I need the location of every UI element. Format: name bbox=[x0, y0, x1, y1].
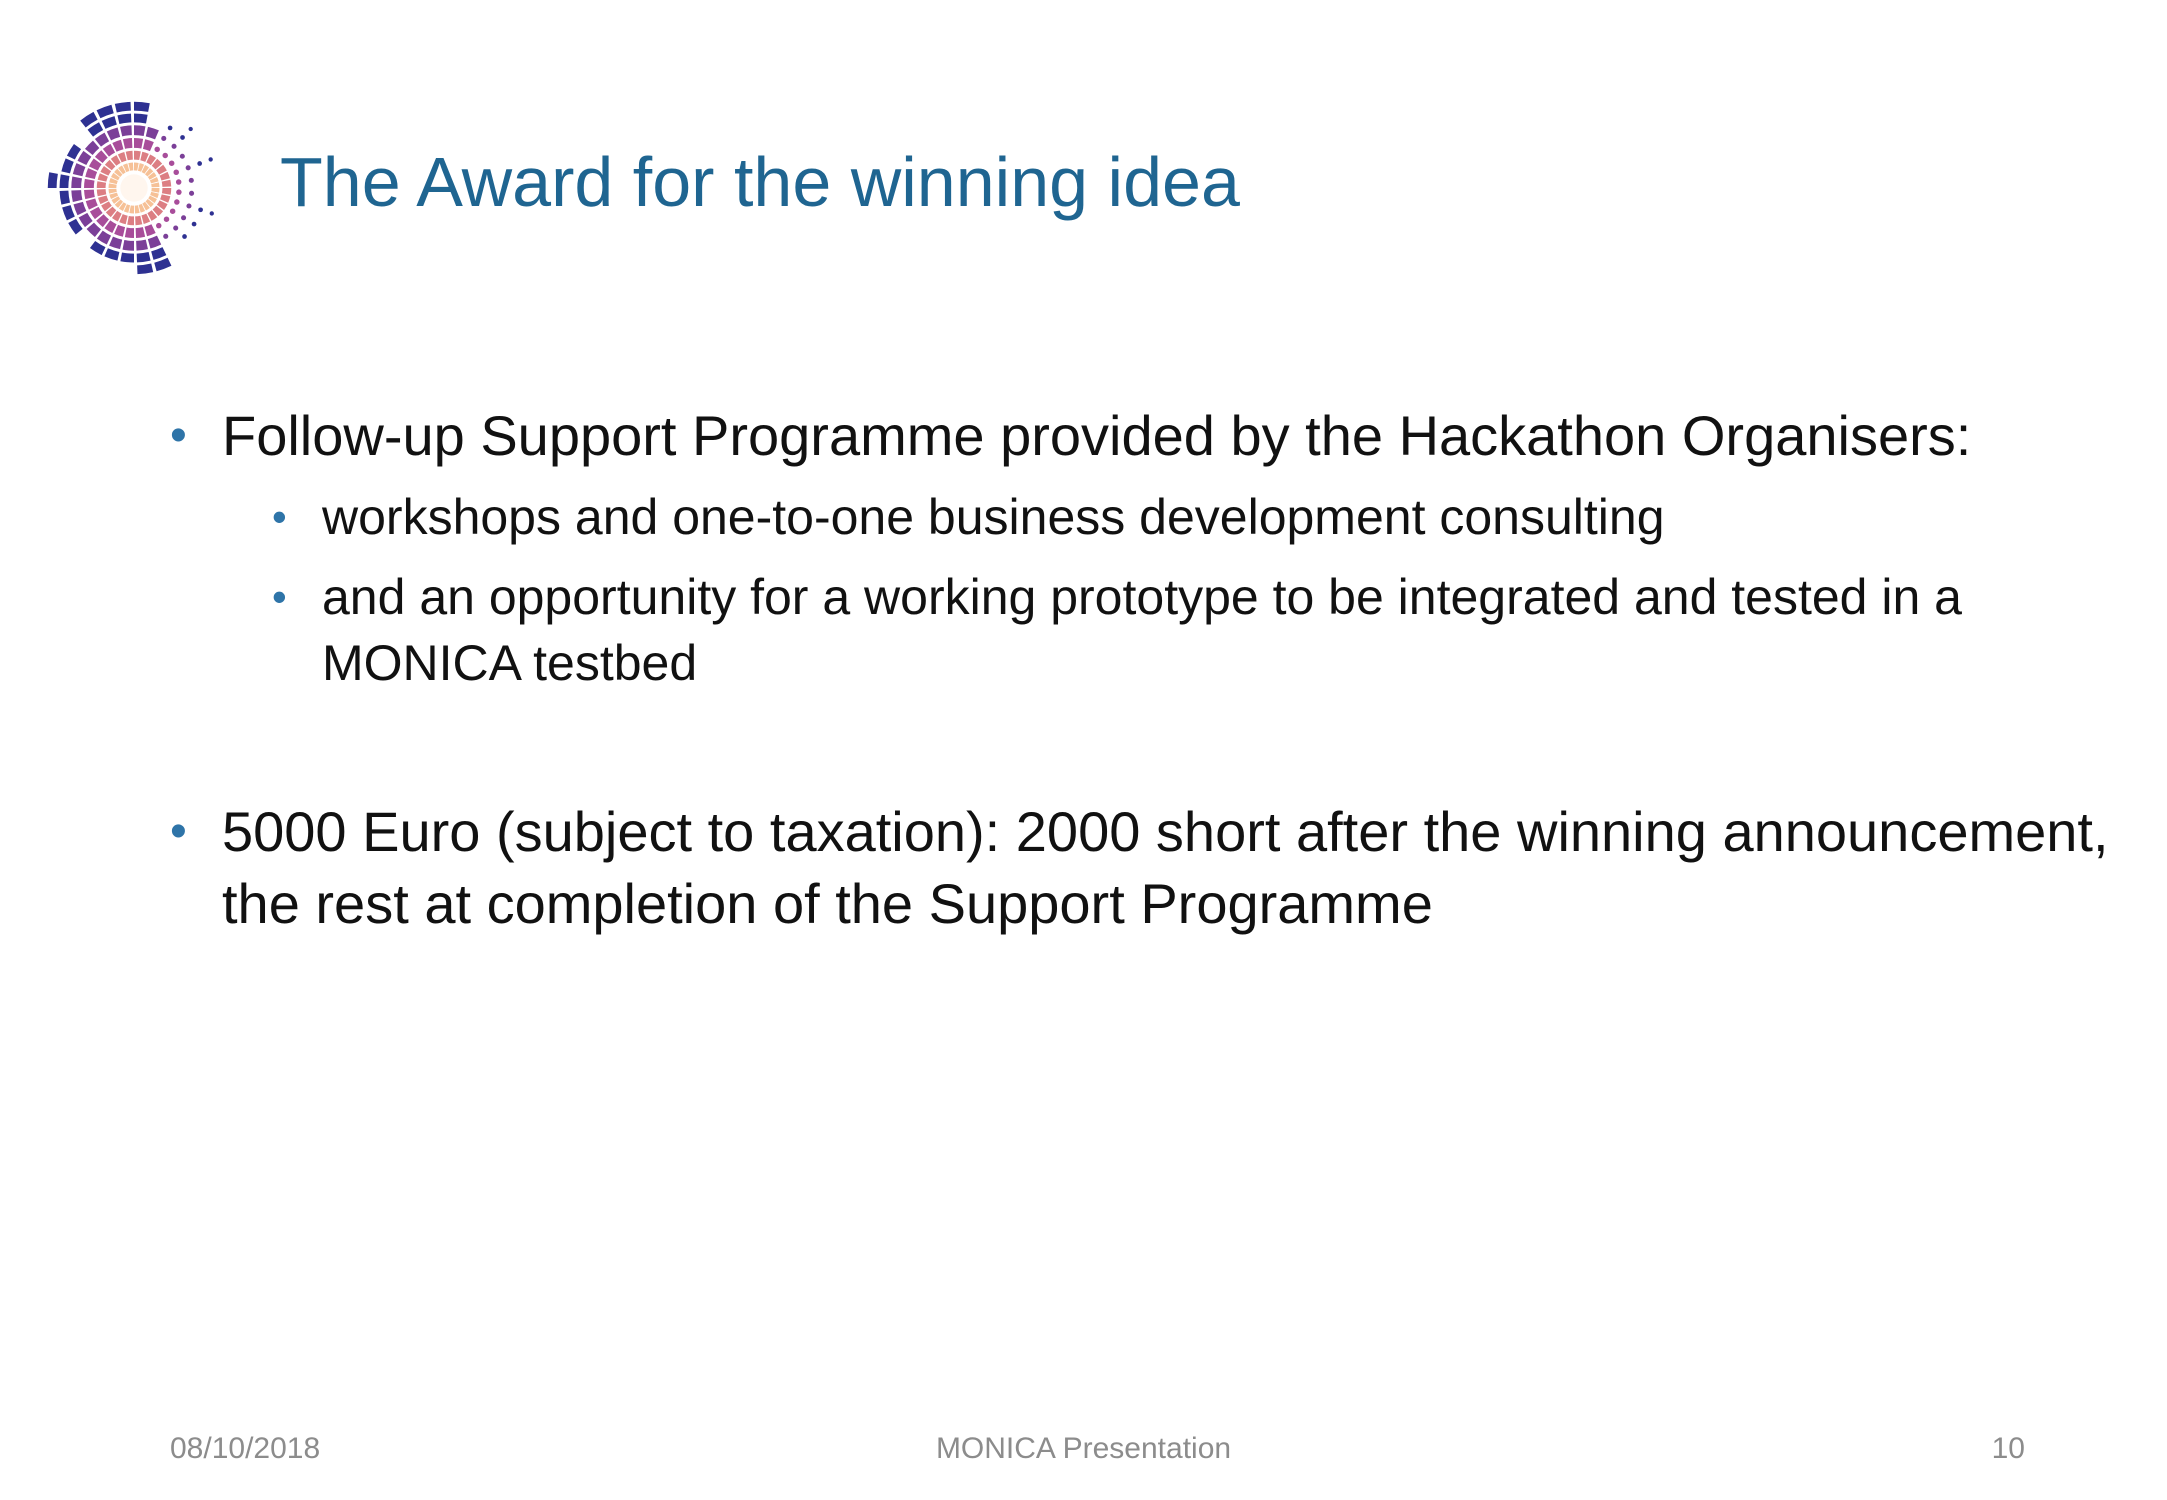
logo-segment bbox=[154, 258, 171, 271]
logo-dot bbox=[210, 211, 214, 215]
logo-segment bbox=[88, 122, 104, 136]
logo-dot bbox=[172, 144, 177, 149]
logo-segment bbox=[135, 216, 142, 226]
logo-segment bbox=[134, 163, 139, 171]
logo-segment bbox=[73, 163, 86, 176]
logo-dot bbox=[176, 189, 181, 194]
logo-segment bbox=[95, 133, 109, 147]
logo-segment bbox=[134, 114, 148, 124]
logo-segment bbox=[85, 168, 97, 179]
logo-dot bbox=[161, 136, 166, 141]
logo-dot bbox=[173, 170, 178, 175]
logo-segment bbox=[109, 183, 117, 188]
logo-segment bbox=[60, 174, 70, 188]
logo-segment bbox=[117, 114, 131, 124]
logo-segment bbox=[97, 189, 107, 196]
logo-segment bbox=[136, 227, 145, 238]
logo-segment bbox=[90, 241, 106, 255]
logo-segment bbox=[84, 190, 95, 199]
logo-dot bbox=[180, 135, 185, 140]
logo-segment bbox=[123, 240, 134, 251]
logo-segment bbox=[73, 202, 86, 215]
bullet-dot-icon: • bbox=[272, 573, 287, 620]
logo-segment bbox=[134, 151, 141, 160]
sub-bullet-prototype bbox=[272, 564, 2110, 696]
logo-dot bbox=[176, 179, 181, 184]
slide-title: The Award for the winning idea bbox=[280, 143, 1240, 221]
logo-segment bbox=[126, 151, 133, 161]
logo-segment bbox=[62, 205, 75, 220]
logo-segment bbox=[136, 240, 148, 251]
sub-bullet-list bbox=[272, 484, 2110, 696]
logo-dot bbox=[180, 154, 185, 159]
logo-segment bbox=[85, 141, 99, 155]
logo-segment bbox=[137, 263, 153, 274]
logo-dot bbox=[163, 234, 168, 239]
logo-dot bbox=[198, 207, 203, 212]
logo-segment bbox=[162, 180, 172, 187]
logo-segment bbox=[143, 139, 154, 151]
slide-content bbox=[170, 400, 2110, 940]
logo-segment bbox=[114, 225, 125, 237]
logo-segment bbox=[86, 199, 98, 210]
logo-segment bbox=[137, 252, 151, 262]
logo-segment bbox=[128, 163, 133, 171]
logo-segment bbox=[87, 223, 101, 237]
logo-dot bbox=[156, 223, 161, 228]
logo-segment bbox=[102, 116, 117, 129]
logo-segment bbox=[125, 228, 134, 238]
footer-date: 08/10/2018 bbox=[170, 1432, 321, 1465]
logo-segment bbox=[129, 205, 134, 213]
bullet-dot-icon: • bbox=[170, 409, 187, 462]
bullet-support-programme bbox=[170, 400, 2110, 472]
sub-bullet-workshops bbox=[272, 484, 2110, 550]
logo-segment bbox=[109, 237, 122, 250]
logo-segment bbox=[123, 138, 132, 149]
logo-segment bbox=[97, 105, 114, 118]
logo-core bbox=[120, 174, 147, 201]
logo-segment bbox=[134, 125, 145, 136]
logo-segment bbox=[151, 188, 159, 193]
logo-dot bbox=[181, 215, 186, 220]
logo-segment bbox=[134, 138, 143, 148]
logo-segment bbox=[112, 140, 123, 152]
bullet-dot-icon: • bbox=[170, 805, 187, 858]
logo-dot bbox=[162, 153, 167, 158]
logo-dot bbox=[168, 126, 173, 131]
logo-segment bbox=[48, 172, 58, 188]
logo-segment bbox=[146, 127, 159, 140]
logo-segment bbox=[97, 181, 106, 188]
logo-segment bbox=[151, 247, 166, 260]
logo-dot bbox=[174, 199, 179, 204]
logo-dot bbox=[182, 234, 187, 239]
bullet-text: Follow-up Support Programme provided by the Hackathon Organisers: bbox=[222, 404, 1972, 467]
logo-dot bbox=[186, 165, 191, 170]
bullet-dot-icon: • bbox=[272, 493, 287, 540]
logo-segment bbox=[84, 179, 94, 188]
logo-dot bbox=[189, 191, 194, 196]
logo-segment bbox=[145, 224, 156, 236]
logo-segment bbox=[104, 248, 119, 260]
logo-dot bbox=[173, 226, 178, 231]
logo-segment bbox=[67, 144, 81, 160]
logo-dot bbox=[209, 157, 213, 161]
logo-segment bbox=[134, 102, 150, 112]
logo-segment bbox=[148, 236, 161, 249]
logo-segment bbox=[135, 205, 140, 213]
sub-bullet-text: and an opportunity for a working prototype to be integrated and tested in a MONICA testbed bbox=[322, 569, 1962, 691]
logo-segment bbox=[77, 151, 91, 165]
logo-segment bbox=[115, 102, 131, 113]
logo-dot bbox=[192, 222, 197, 227]
logo-dot bbox=[189, 178, 194, 183]
bullet-text: 5000 Euro (subject to taxation): 2000 short after the winning announcement, the rest at completion of the Support Programme bbox=[222, 800, 2109, 935]
logo-segment bbox=[109, 189, 117, 194]
logo-segment bbox=[71, 177, 82, 188]
logo-segment bbox=[120, 253, 134, 263]
logo-segment bbox=[151, 182, 159, 187]
logo-dot bbox=[169, 161, 174, 166]
logo-dot bbox=[189, 127, 193, 131]
logo-dot bbox=[197, 161, 202, 166]
logo-dot bbox=[164, 216, 169, 221]
logo-dot bbox=[186, 203, 191, 208]
logo-segment bbox=[107, 127, 120, 140]
logo-segment bbox=[162, 188, 171, 195]
footer-page-number: 10 bbox=[1991, 1432, 2025, 1465]
sub-bullet-text: workshops and one-to-one business development consulting bbox=[322, 489, 1665, 545]
monica-logo-icon bbox=[36, 90, 232, 286]
logo-dot bbox=[154, 147, 159, 152]
logo-segment bbox=[60, 191, 70, 205]
logo-segment bbox=[79, 213, 93, 227]
bullet-prize-money bbox=[170, 796, 2110, 940]
logo-segment bbox=[97, 231, 111, 245]
logo-segment bbox=[120, 125, 132, 136]
logo-segment bbox=[127, 216, 134, 225]
logo-dot bbox=[170, 208, 175, 213]
logo-segment bbox=[71, 190, 82, 202]
logo-segment bbox=[61, 158, 73, 173]
footer-presentation-name: MONICA Presentation bbox=[935, 1432, 1232, 1465]
logo-segment bbox=[68, 219, 82, 235]
